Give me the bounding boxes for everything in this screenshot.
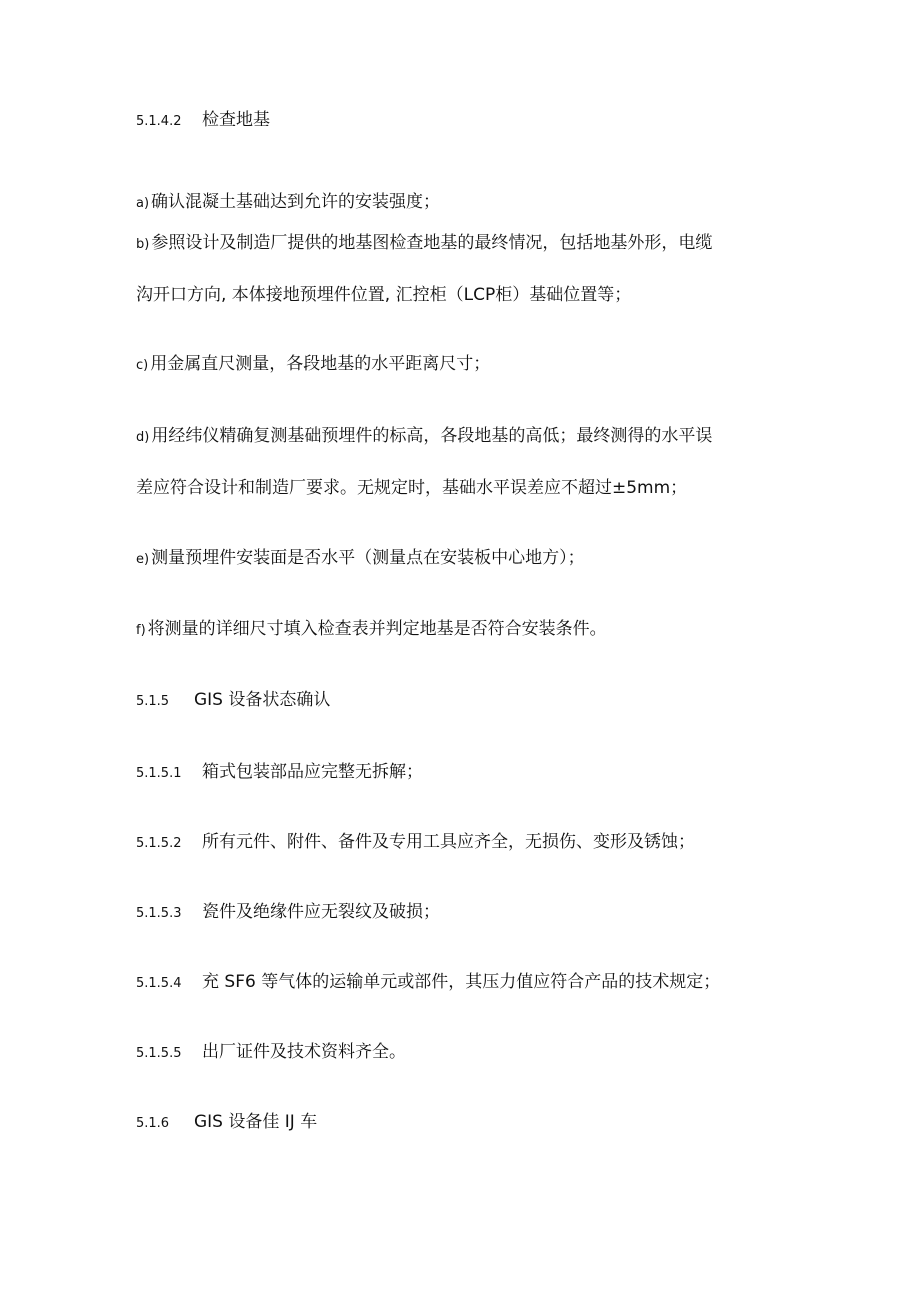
section-title: GIS 设备佳 IJ 车 xyxy=(194,1112,318,1132)
section-title: 检查地基 xyxy=(202,110,270,130)
subsection-text: 出厂证件及技术资料齐全。 xyxy=(202,1042,406,1062)
list-item-c xyxy=(136,352,490,378)
item-label: a) xyxy=(136,196,150,211)
item-text: 确认混凝土基础达到允许的安装强度； xyxy=(151,192,441,212)
item-label: e) xyxy=(136,552,150,567)
subsection-5-1-5-5 xyxy=(136,1040,406,1066)
section-heading-5-1-4-2 xyxy=(136,108,270,134)
section-title: GIS 设备状态确认 xyxy=(194,690,331,710)
list-item-b-continuation xyxy=(136,283,631,307)
list-item-a xyxy=(136,190,440,216)
item-label: f) xyxy=(136,623,146,638)
subsection-text: 所有元件、附件、备件及专用工具应齐全，无损伤、变形及锈蚀； xyxy=(202,832,695,852)
subsection-text: 充 SF6 等气体的运输单元或部件，其压力值应符合产品的技术规定； xyxy=(202,972,721,992)
section-heading-5-1-5 xyxy=(136,688,330,714)
item-text: 用经纬仪精确复测基础预埋件的标高，各段地基的高低；最终测得的水平误 xyxy=(151,426,713,446)
subsection-text: 箱式包装部品应完整无拆解； xyxy=(202,762,423,782)
subsection-5-1-5-3 xyxy=(136,900,440,926)
subsection-number: 5.1.5.3 xyxy=(136,906,182,921)
subsection-5-1-5-1 xyxy=(136,760,423,786)
subsection-text: 瓷件及绝缘件应无裂纹及破损； xyxy=(202,902,440,922)
item-text: 用金属直尺测量，各段地基的水平距离尺寸； xyxy=(150,354,491,374)
item-text: 测量预埋件安装面是否水平（测量点在安装板中心地方）； xyxy=(151,548,585,568)
subsection-number: 5.1.5.2 xyxy=(136,836,182,851)
list-item-b xyxy=(136,231,712,257)
list-item-d xyxy=(136,424,712,450)
section-number: 5.1.6 xyxy=(136,1116,170,1131)
item-label: b) xyxy=(136,237,150,252)
section-number: 5.1.5 xyxy=(136,694,170,709)
subsection-number: 5.1.5.4 xyxy=(136,976,182,991)
section-heading-5-1-6 xyxy=(136,1110,317,1136)
subsection-5-1-5-4 xyxy=(136,970,720,996)
item-text-cont: 沟开口方向, 本体接地预埋件位置, 汇控柜（LCP柜）基础位置等； xyxy=(136,285,632,305)
item-text: 将测量的详细尺寸填入检查表并判定地基是否符合安装条件。 xyxy=(147,619,607,639)
item-label: d) xyxy=(136,430,150,445)
subsection-number: 5.1.5.5 xyxy=(136,1046,182,1061)
section-number: 5.1.4.2 xyxy=(136,114,182,129)
list-item-d-continuation xyxy=(136,476,687,500)
item-label: c) xyxy=(136,358,149,373)
list-item-f xyxy=(136,617,607,643)
subsection-5-1-5-2 xyxy=(136,830,695,856)
item-text-cont: 差应符合设计和制造厂要求。无规定时，基础水平误差应不超过±5mm； xyxy=(136,478,688,498)
list-item-e xyxy=(136,546,585,572)
item-text: 参照设计及制造厂提供的地基图检查地基的最终情况，包括地基外形，电缆 xyxy=(151,233,713,253)
subsection-number: 5.1.5.1 xyxy=(136,766,182,781)
